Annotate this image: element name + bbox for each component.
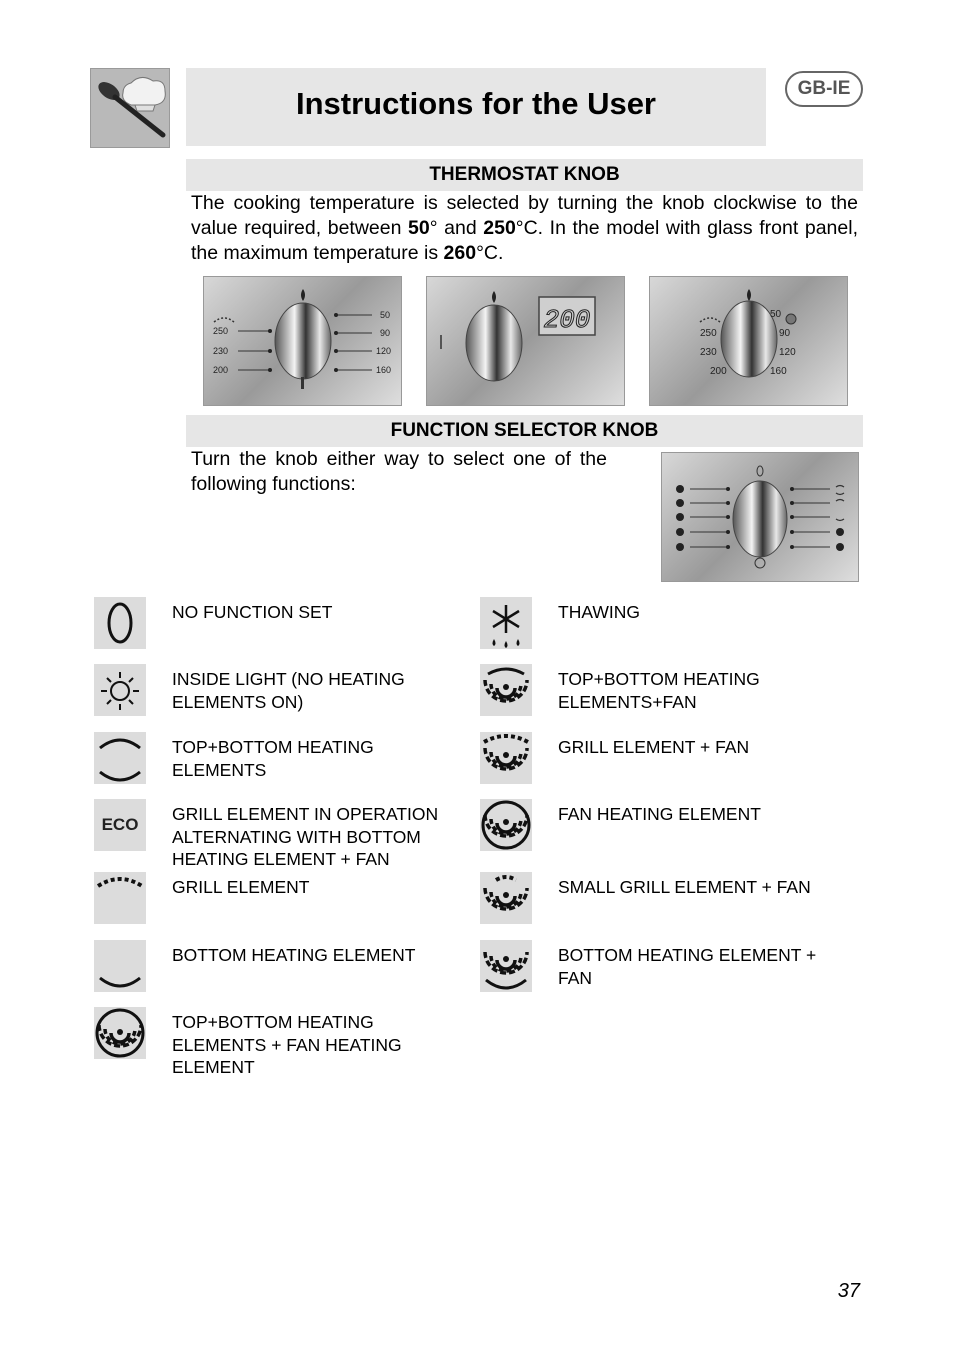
temp-label: 200 [710, 366, 727, 377]
spoon-chef-hat-icon [91, 69, 169, 147]
thermostat-knob [721, 301, 777, 377]
function-label: INSIDE LIGHT (NO HEATING ELEMENTS ON) [172, 669, 405, 712]
temp-label: 120 [376, 346, 392, 356]
function-selector-heading: FUNCTION SELECTOR KNOB [186, 415, 863, 447]
glass-max-temp-value: 260 [443, 242, 477, 264]
temp-label: 90 [380, 328, 391, 338]
min-temp-value: 50 [408, 217, 430, 239]
thermostat-panel-glass [649, 276, 848, 406]
temp-label: 90 [779, 328, 791, 339]
function-label: TOP+BOTTOM HEATING ELEMENTS + FAN HEATING ELEMENT [172, 1012, 402, 1077]
function-label: GRILL ELEMENT IN OPERATION ALTERNATING WITH BOTTOM HEATING ELEMENT + FAN [172, 804, 439, 869]
knob-flame-icon [301, 289, 305, 301]
function-label: FAN HEATING ELEMENT [558, 804, 761, 824]
thermostat-knob [466, 305, 522, 381]
title-banner [186, 68, 766, 146]
knob-flame-icon [747, 289, 751, 301]
thermostat-description [191, 191, 858, 266]
function-label: TOP+BOTTOM HEATING ELEMENTS [172, 737, 374, 780]
temp-label: 160 [376, 365, 392, 375]
grill-fan-icon [480, 732, 532, 784]
bottom-heating-icon [94, 940, 146, 992]
fan-heating-icon [480, 799, 532, 851]
text-part: ° and [429, 217, 484, 239]
display-value: 200 [543, 305, 591, 335]
top-bottom-heating-icon [94, 732, 146, 784]
temp-label: 160 [770, 366, 787, 377]
temp-label: 250 [700, 328, 717, 339]
thermostat-panel-standard [203, 276, 402, 406]
temp-label: 200 [213, 365, 229, 375]
eco-icon [94, 799, 146, 851]
function-label: SMALL GRILL ELEMENT + FAN [558, 877, 811, 897]
function-label: NO FUNCTION SET [172, 602, 333, 622]
function-label: GRILL ELEMENT + FAN [558, 737, 750, 757]
text-part: °C. [476, 242, 504, 264]
indicator-light [786, 314, 796, 324]
small-grill-fan-icon [480, 872, 532, 924]
temp-label: 50 [380, 310, 391, 320]
function-knob [733, 481, 787, 557]
temp-label: 230 [213, 346, 229, 356]
knob-flame-icon [492, 291, 496, 303]
temp-label: 230 [700, 347, 717, 358]
bottom-heating-fan-icon [480, 940, 532, 992]
inside-light-icon [94, 664, 146, 716]
chef-logo [90, 68, 170, 148]
function-label: BOTTOM HEATING ELEMENT [172, 945, 416, 965]
top-bottom-fan-heating-icon [94, 1007, 146, 1059]
thermostat-heading: THERMOSTAT KNOB [186, 159, 863, 191]
thermostat-knob [275, 303, 331, 379]
function-label: GRILL ELEMENT [172, 877, 310, 897]
region-badge: GB-IE [785, 71, 863, 107]
text-part: The cooking temperature is selected by turning the knob clockwise to the value required, between [191, 192, 858, 239]
temp-label: 250 [213, 326, 229, 336]
text-part: °C. In the model with glass front panel, the maximum temperature is [191, 217, 858, 264]
no-function-icon [94, 597, 146, 649]
grill-element-icon [94, 872, 146, 924]
top-bottom-fan-icon [480, 664, 532, 716]
thermostat-panel-digital [426, 276, 625, 406]
eco-label: ECO [101, 815, 139, 834]
function-label: THAWING [558, 602, 640, 622]
function-selector-panel [661, 452, 859, 582]
page-number: 37 [837, 1280, 860, 1302]
function-selector-intro: Turn the knob either way to select one of the following functions: [191, 448, 607, 495]
function-label: TOP+BOTTOM HEATING ELEMENTS+FAN [558, 669, 760, 712]
max-temp-value: 250 [483, 217, 516, 239]
function-label: BOTTOM HEATING ELEMENT + FAN [558, 945, 817, 988]
temp-label: 50 [770, 309, 782, 320]
temp-label: 120 [779, 347, 796, 358]
thawing-icon [480, 597, 532, 649]
page-title: Instructions for the User [296, 86, 656, 121]
